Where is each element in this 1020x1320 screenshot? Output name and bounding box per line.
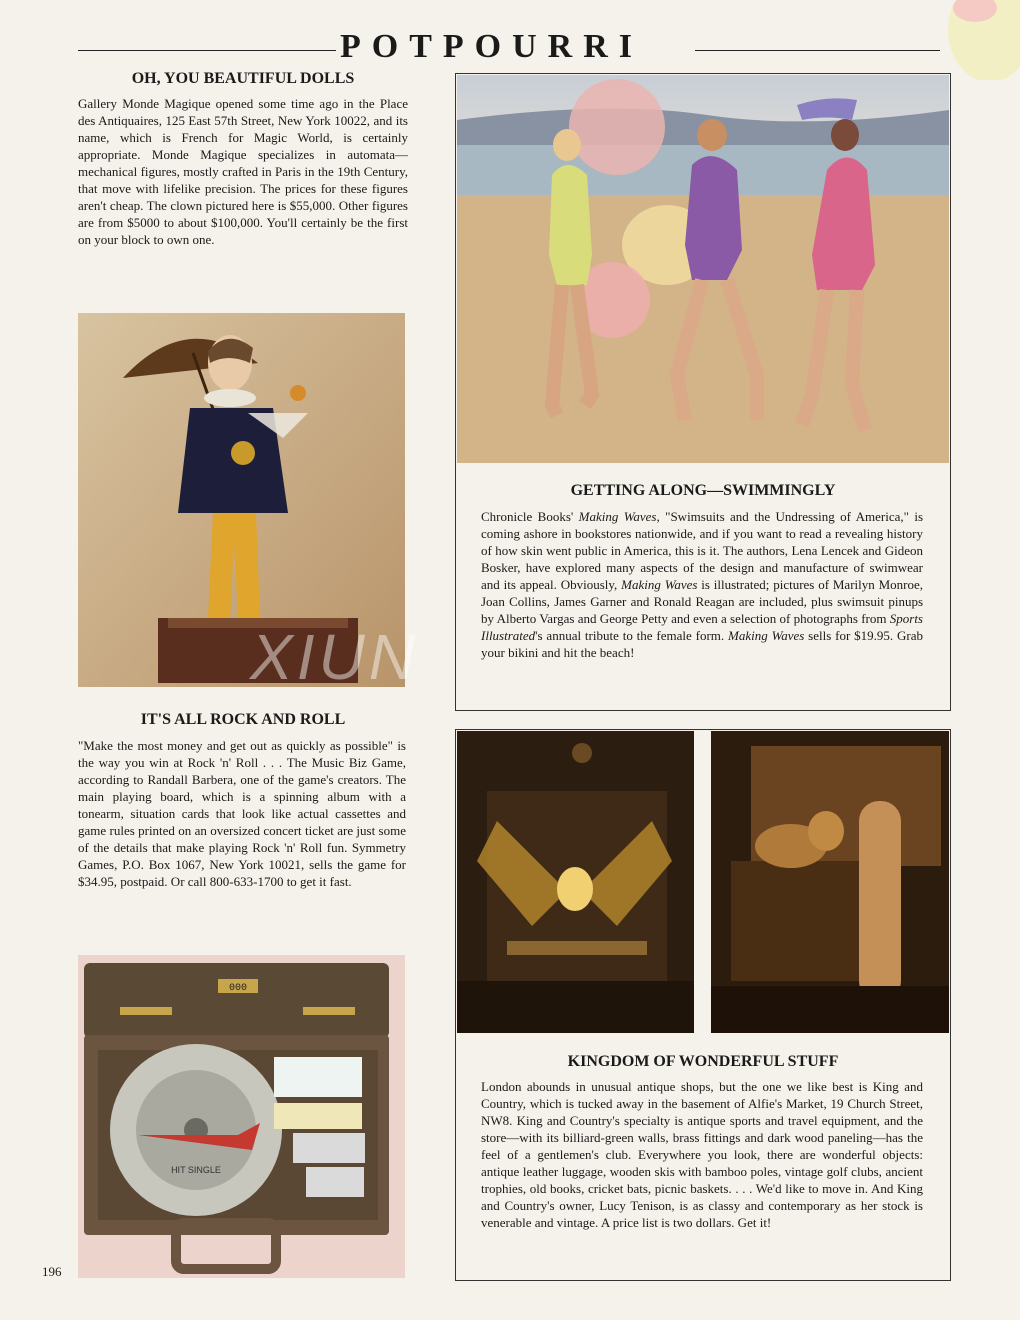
hit-single-label: HIT SINGLE (171, 1165, 221, 1175)
flower-decoration (935, 0, 1020, 80)
swim-text-5: sells for $19.95. Grab your bikini and hit the beach! (481, 628, 923, 660)
dolls-body: Gallery Monde Magique opened some time ago in the Place des Antiquaires, 125 East 57th Street, New York 10022, and its name, which is French for Magic World, is certainly appropriate. Monde Magique specializes in automata—mechanical figures, mostly crafted in Paris in the 19th Century, that move with lifelike precision. The prices for these figures aren't cheap. The clown pictured here is $55,000. Other figures are from $5000 to about $100,000. You'll certainly be the first on your block to own one. (78, 96, 408, 247)
watermark-text: XIUN (250, 621, 419, 693)
swim-text-1: Chronicle Books' (481, 509, 579, 524)
kingdom-body: London abounds in unusual antique shops, but the one we like best is King and Country, which is tucked away in the basement of Alfie's Market, 19 Church Street, NW8. King and Country's specialty is antique sports and travel equipment, and the store—with its billiard-green walls, brass fittings and dark wood paneling—has the feel of a gentlemen's club. Everywhere you look, there are wonderful objects: antique leather luggage, wooden skis with bamboo poles, vintage golf clubs, ancient trophies, old books, cricket bats, picnic baskets. . . . We'd like to move in. And King and Country's owner, Lucy Tenison, is as classy and contemporary as her stock is venerable and vintage. A price list is two dollars. Get it! (481, 1079, 923, 1230)
swim-text-3: is illustrated; pictures of Marilyn Monroe, Joan Collins, James Garner and Ronald Reagan are included, plus swimsuit pinups by Alberto Vargas and George Petty and even a selection of photographs from (481, 577, 923, 626)
masthead-rule-left (78, 50, 336, 51)
swim-text-2: , "Swimsuits and the Undressing of America," is coming ashore in bookstores nationwide, and if you want to read a revealing history of how skin went public in America, this is it. The authors, Lena Lencek and Gideon Bosker, have explored many aspects of the design and manufacture of swimwear and its appeal. Obviously, (481, 509, 923, 592)
beach-swimsuit-photo (457, 75, 949, 463)
book-title-3: Making Waves (728, 628, 805, 643)
antique-shop-interior-photo (457, 731, 694, 1033)
swim-heading: GETTING ALONG—SWIMMINGLY (570, 482, 836, 499)
masthead-title: POTPOURRI (340, 28, 643, 65)
antique-luggage-photo (711, 731, 949, 1033)
board-game-briefcase-photo (78, 955, 405, 1278)
page-number: 196 (42, 1264, 62, 1279)
rock-body: "Make the most money and get out as quickly as possible" is the way you win at Rock 'n' Roll . . . The Music Biz Game, according to Randall Barbera, one of the game's creators. The main playing board, which is a spinning album with a tonearm, situation cards that look like actual cassettes and game rules printed on an oversized concert ticket are just some of the details that make playing Rock 'n' Roll fun. Symmetry Games, P.O. Box 1067, New York 10021, sells the game for $34.95, postpaid. Or call 800-633-1700 to get it fast. (78, 738, 406, 889)
book-title-2: Making Waves (621, 577, 698, 592)
kingdom-heading: KINGDOM OF WONDERFUL STUFF (567, 1053, 839, 1070)
magazine-title: Sports Illustrated (481, 611, 923, 643)
dolls-heading: OH, YOU BEAUTIFUL DOLLS (131, 70, 355, 87)
lock-code: 000 (228, 983, 248, 994)
rock-heading: IT'S ALL ROCK AND ROLL (140, 711, 346, 728)
book-title-1: Making Waves (578, 509, 657, 524)
swim-body (481, 508, 923, 661)
masthead-rule-right (695, 50, 940, 51)
swim-text-4: 's annual tribute to the female form. (535, 628, 729, 643)
